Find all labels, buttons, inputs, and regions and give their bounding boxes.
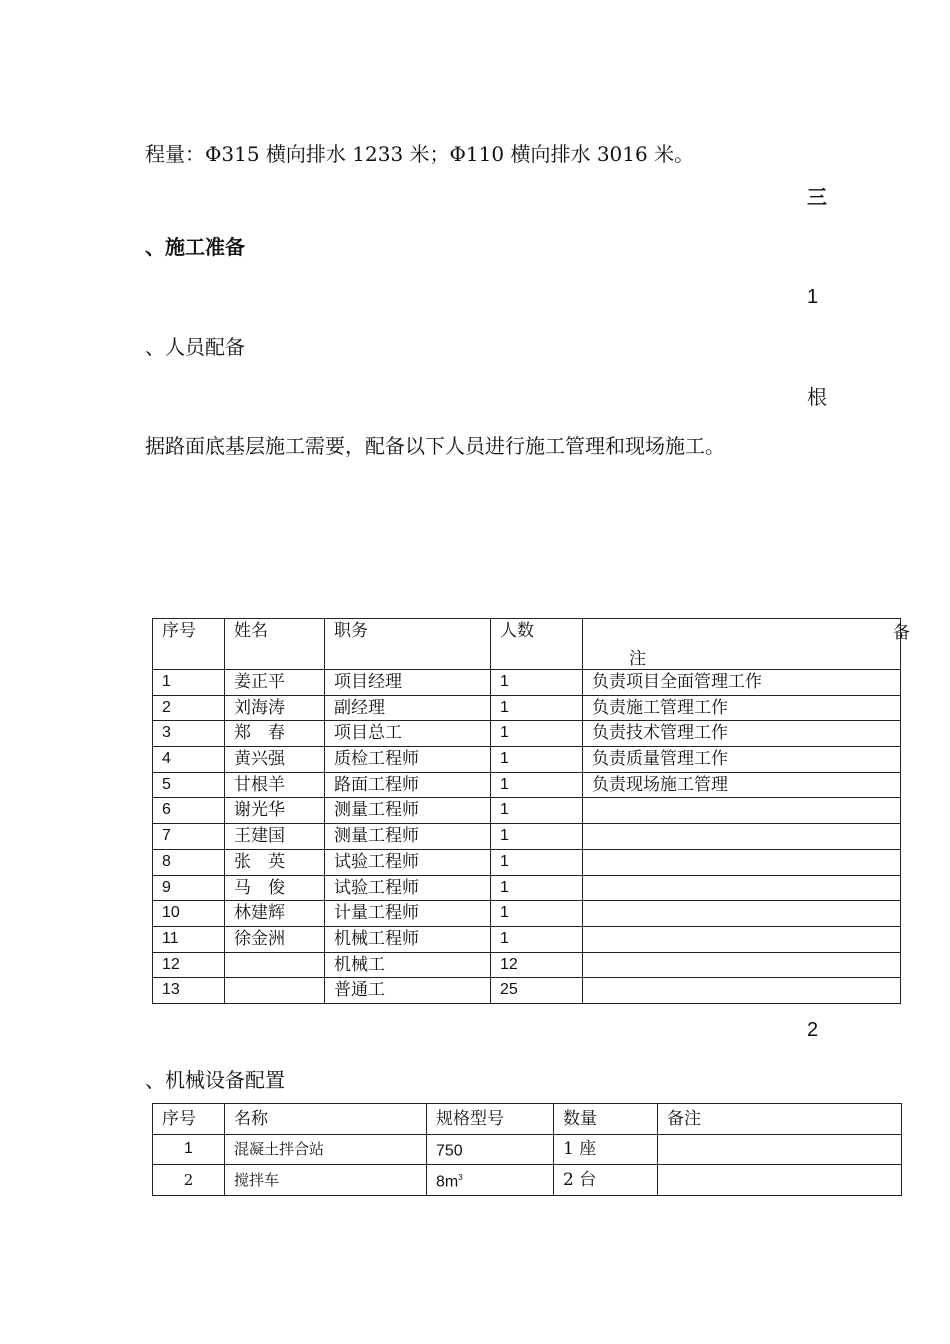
cell-remark: 负责现场施工管理: [583, 772, 901, 798]
cell-name: 混凝土拌合站: [225, 1134, 427, 1165]
cell-index: 5: [153, 772, 225, 798]
spec-value: 8m: [436, 1172, 459, 1190]
cell-name: 甘根羊: [225, 772, 325, 798]
table-row: [153, 952, 901, 978]
cell-count: 1: [491, 824, 583, 850]
cell-remark: [583, 824, 901, 850]
header-cell: 名称: [225, 1104, 427, 1135]
cell-remark: [583, 798, 901, 824]
cell-count: 1: [491, 798, 583, 824]
cell-position: 质检工程师: [325, 747, 491, 773]
cell-index: 9: [153, 875, 225, 901]
cell-position: 试验工程师: [325, 849, 491, 875]
table-header-row: [153, 1104, 902, 1135]
cell-index: 7: [153, 824, 225, 850]
cell-position: 项目总工: [325, 721, 491, 747]
equipment-table: [152, 1103, 902, 1196]
cell-remark: [583, 926, 901, 952]
header-cell: 序号: [153, 1104, 225, 1135]
subsection-2-title: 、机械设备配置: [145, 1068, 285, 1092]
section-3-title: 、施工准备: [145, 235, 245, 259]
paragraph-staffing-intro: 据路面底基层施工需要，配备以下人员进行施工管理和现场施工。: [145, 434, 725, 458]
cell-remark: [583, 849, 901, 875]
cell-index: 6: [153, 798, 225, 824]
table-row: [153, 875, 901, 901]
cell-count: 1: [491, 901, 583, 927]
table-row: [153, 747, 901, 773]
table-row: [153, 695, 901, 721]
cell-position: 测量工程师: [325, 824, 491, 850]
cell-count: 1: [491, 695, 583, 721]
table-row: [153, 670, 901, 696]
paragraph-pipe-quantities: 程量：Φ315 横向排水 1233 米；Φ110 横向排水 3016 米。: [145, 142, 695, 166]
cell-count: 1: [491, 721, 583, 747]
header-cell-remark: [583, 619, 910, 670]
table-row: [153, 849, 901, 875]
cell-count: 1: [491, 670, 583, 696]
paragraph-start-char: 根: [807, 385, 827, 409]
cell-position: 机械工: [325, 952, 491, 978]
staff-table: [152, 618, 910, 1004]
cell-remark: [583, 978, 901, 1004]
cell-position: 机械工程师: [325, 926, 491, 952]
spec-unit-superscript: 3: [458, 1172, 463, 1182]
cell-count: 12: [491, 952, 583, 978]
table-row: [153, 772, 901, 798]
header-cell: 职务: [325, 619, 491, 670]
cell-index: 8: [153, 849, 225, 875]
cell-spec: [427, 1165, 554, 1196]
cell-position: 路面工程师: [325, 772, 491, 798]
cell-name: 王建国: [225, 824, 325, 850]
table-row: [153, 978, 901, 1004]
cell-name: 黄兴强: [225, 747, 325, 773]
cell-name: [225, 978, 325, 1004]
table-row: [153, 824, 901, 850]
remark-header-part1: 备: [893, 623, 910, 643]
cell-quantity: 2 台: [554, 1165, 658, 1196]
cell-count: 25: [491, 978, 583, 1004]
table-row: [153, 926, 901, 952]
header-cell: 规格型号: [427, 1104, 554, 1135]
cell-position: 测量工程师: [325, 798, 491, 824]
cell-count: 1: [491, 875, 583, 901]
cell-index: 13: [153, 978, 225, 1004]
cell-index: 2: [153, 695, 225, 721]
remark-header-part2: 注: [629, 649, 646, 669]
cell-remark: 负责项目全面管理工作: [583, 670, 901, 696]
header-cell: 数量: [554, 1104, 658, 1135]
cell-remark: 负责质量管理工作: [583, 747, 901, 773]
cell-index: 10: [153, 901, 225, 927]
header-cell: 人数: [491, 619, 583, 670]
table-row: [153, 1165, 902, 1196]
table-row: [153, 1134, 902, 1165]
header-cell: 姓名: [225, 619, 325, 670]
section-3-number: 三: [807, 185, 827, 209]
cell-remark: 负责施工管理工作: [583, 695, 901, 721]
cell-index: 11: [153, 926, 225, 952]
cell-index: 3: [153, 721, 225, 747]
cell-position: 计量工程师: [325, 901, 491, 927]
cell-index: 1: [153, 670, 225, 696]
table-row: [153, 901, 901, 927]
equipment-table-body: [153, 1134, 902, 1195]
cell-position: 项目经理: [325, 670, 491, 696]
cell-count: 1: [491, 772, 583, 798]
cell-index: 12: [153, 952, 225, 978]
spec-value: 750: [436, 1142, 463, 1160]
cell-name: 林建辉: [225, 901, 325, 927]
cell-position: 普通工: [325, 978, 491, 1004]
cell-name: 张 英: [225, 849, 325, 875]
header-cell: 备注: [658, 1104, 902, 1135]
subsection-2-number: 2: [807, 1019, 819, 1041]
cell-name: 徐金洲: [225, 926, 325, 952]
table-row: [153, 798, 901, 824]
cell-remark: [658, 1134, 902, 1165]
cell-name: 搅拌车: [225, 1165, 427, 1196]
subsection-1-number: 1: [807, 286, 819, 308]
cell-count: 1: [491, 747, 583, 773]
cell-index: 4: [153, 747, 225, 773]
cell-count: 1: [491, 926, 583, 952]
cell-name: 郑 春: [225, 721, 325, 747]
cell-index: 1: [153, 1134, 225, 1165]
cell-name: [225, 952, 325, 978]
cell-remark: 负责技术管理工作: [583, 721, 901, 747]
cell-remark: [658, 1165, 902, 1196]
cell-spec: [427, 1134, 554, 1165]
staff-table-body: [153, 670, 901, 1004]
cell-remark: [583, 952, 901, 978]
cell-name: 马 俊: [225, 875, 325, 901]
cell-index: 2: [153, 1165, 225, 1196]
table-row: [153, 721, 901, 747]
cell-name: 姜正平: [225, 670, 325, 696]
cell-remark: [583, 875, 901, 901]
cell-name: 谢光华: [225, 798, 325, 824]
cell-count: 1: [491, 849, 583, 875]
cell-position: 试验工程师: [325, 875, 491, 901]
cell-remark: [583, 901, 901, 927]
cell-quantity: 1 座: [554, 1134, 658, 1165]
header-cell: 序号: [153, 619, 225, 670]
cell-position: 副经理: [325, 695, 491, 721]
table-header-row: [153, 619, 901, 670]
subsection-1-title: 、人员配备: [145, 335, 245, 359]
cell-name: 刘海涛: [225, 695, 325, 721]
